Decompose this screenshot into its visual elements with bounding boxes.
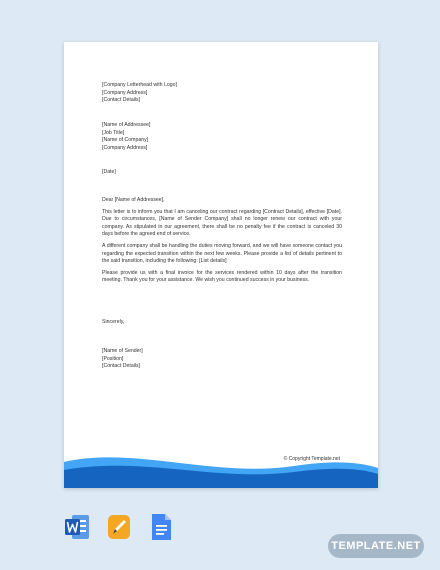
letterhead-block: [102, 82, 342, 105]
date-block: [102, 169, 342, 177]
closing: Sincerely,: [102, 319, 125, 325]
body-block: [102, 197, 342, 285]
signature-line: [Name of Sender]: [102, 348, 143, 354]
addressee-block: [102, 122, 342, 152]
addressee-line: [Company Address]: [102, 144, 148, 151]
format-icons: [64, 512, 174, 542]
signature-block: [102, 348, 342, 371]
letterhead-line: [Company Address]: [102, 89, 148, 96]
signature-line: [Position]: [102, 355, 124, 362]
date-line: [Date]: [102, 169, 116, 175]
body-paragraph: Please provide us with a final invoice for the services rendered within 10 days after the transition meeting. Thank you for your assistance. We wish you continued success in your business.: [102, 269, 342, 284]
closing-block: [102, 319, 342, 327]
letterhead-line: [Contact Details]: [102, 97, 141, 104]
addressee-line: [Name of Addressee]: [102, 122, 151, 128]
signature-line: [Contact Details]: [102, 363, 141, 370]
footer-wave: [64, 448, 378, 488]
pages-icon[interactable]: [106, 512, 132, 542]
addressee-line: [Name of Company]: [102, 137, 149, 144]
word-icon[interactable]: [64, 512, 90, 542]
body-paragraph: A different company shall be handling the duties moving forward, and we will have someone contact you regarding the expected transition within the next few weeks. Please provide a list of details pertinent to the said transition, including the following: [List details]: [102, 242, 342, 265]
addressee-line: [Job Title]: [102, 129, 125, 136]
body-paragraph: This letter is to inform you that I am canceling our contract regarding [Contract Details], effective [Date]. Due to circumstances, [Name of Sender Company] shall no longer renew our contract with your company. As stipulated in our agreement, there shall be no penalty fee if the contract is canceled 30 days before the agreed end of service.: [102, 208, 342, 238]
brand-badge[interactable]: TEMPLATE.NET: [328, 534, 424, 558]
google-docs-icon[interactable]: [148, 512, 174, 542]
salutation: Dear [Name of Addressee],: [102, 197, 165, 203]
letter-page: [64, 42, 378, 488]
letterhead-line: [Company Letterhead with Logo]: [102, 82, 177, 88]
copyright-text: © Copyright Template.net: [283, 456, 340, 462]
